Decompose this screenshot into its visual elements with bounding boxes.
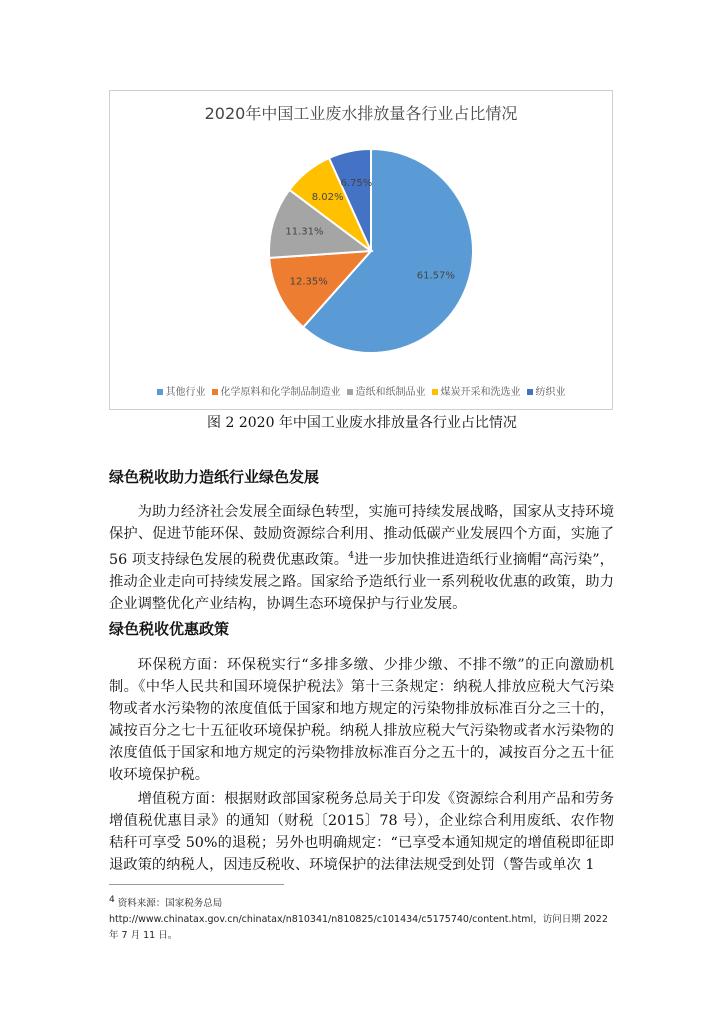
paragraph-text: 进一步加快推进造纸行业摘帽“高污染”，推动企业走向可持续发展之路。国家给予造纸行业一系列税收优惠的政策，助力企业调整优化产业结构，协调生态环境保护与行业发展。: [109, 551, 614, 612]
legend-item: [527, 383, 566, 398]
legend-item: [157, 383, 206, 398]
legend-swatch: [212, 389, 218, 395]
slice-label: 11.31%: [285, 226, 324, 238]
paragraph-text: 为助力经济社会发展全面绿色转型，实施可持续发展战略，国家从支持环境保护、促进节能环保、鼓励资源综合利用、推动低碳产业发展四个方面，实施了56 项支持绿色发展的税费优惠政策。: [109, 504, 614, 568]
paragraph: 环保税方面：环保税实行“多排多缴、少排少缴、不排不缴”的正向激励机制。《中华人民共和国环境保护税法》第十三条规定：纳税人排放应税大气污染物或者水污染物的浓度值低于国家和地方规定的污染物排放标准百分之三十的，减按百分之七十五征收环境保护税。纳税人排放应税大气污染物或者水污染物的浓度值低于国家和地方规定的污染物排放标准百分之五十的，减按百分之五十征收环境保护税。: [109, 657, 614, 783]
legend-item: [432, 383, 521, 398]
pie-chart-svg: [110, 91, 612, 409]
footnote-marker: 4: [109, 895, 115, 905]
chart-legend: [110, 383, 612, 398]
legend-label: 纺织业: [535, 387, 566, 398]
footnote: [109, 892, 614, 944]
legend-swatch: [157, 389, 163, 395]
section-heading: 绿色税收助力造纸行业绿色发展: [109, 468, 320, 486]
slice-label: 12.35%: [289, 276, 328, 288]
slice-label: 6.75%: [340, 178, 373, 190]
figure-caption: 图 2 2020 年中国工业废水排放量各行业占比情况: [207, 415, 517, 431]
footnote-divider: [109, 884, 284, 885]
footnote-url[interactable]: http://www.chinatax.gov.cn/chinatax/n810341/n810825/c101434/c5175740/content.html: [109, 914, 534, 926]
pie-chart: [109, 90, 613, 410]
slice-label: 8.02%: [311, 191, 344, 203]
section-heading: 绿色税收优惠政策: [109, 620, 230, 638]
legend-item: [347, 383, 426, 398]
legend-label: 化学原料和化学制品制造业: [220, 387, 341, 398]
footnote-access: ，访问日期 2022 年 7 月 11 日。: [109, 914, 608, 942]
footnote-ref[interactable]: 4: [348, 551, 354, 561]
slice-label: 61.57%: [416, 270, 455, 282]
legend-label: 其他行业: [165, 387, 206, 398]
paragraph: [109, 501, 614, 615]
legend-swatch: [527, 389, 533, 395]
footnote-source: 资料来源：国家税务总局: [117, 898, 223, 910]
legend-label: 煤炭开采和洗选业: [440, 387, 521, 398]
legend-swatch: [347, 389, 353, 395]
legend-swatch: [432, 389, 438, 395]
legend-label: 造纸和纸制品业: [355, 387, 426, 398]
legend-item: [212, 383, 341, 398]
paragraph: 增值税方面：根据财政部国家税务总局关于印发《资源综合利用产品和劳务增值税优惠目录》的通知（财税〔2015〕78 号），企业综合利用废纸、农作物秸秆可享受 50%的退税；另外也明确规定：“已享受本通知规定的增值税即征即退政策的纳税人，因违反税收、环境保护的法律法规受到处罚（警告或单次 1: [109, 791, 614, 873]
chart-title: 2020年中国工业废水排放量各行业占比情况: [204, 104, 518, 123]
